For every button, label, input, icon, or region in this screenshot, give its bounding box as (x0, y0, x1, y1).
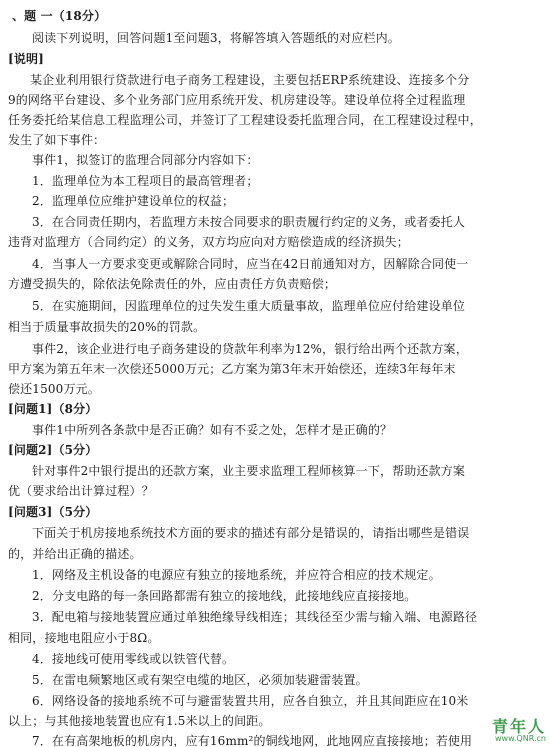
list-item: 4．当事人一方要求变更或解除合同时，应当在42日前通知对方，因解除合同使一 (32, 257, 469, 271)
event-paragraph-continued: 甲方案为第五年末一次偿还5000万元；乙方案为第3年末开始偿还，连续3年每年末 (8, 362, 456, 376)
list-item: 6．网络设备的接地系统不可与避雷装置共用，应各自独立，并且其间距应在10米 (32, 694, 469, 708)
list-item-continued: 相当于质量事故损失的20%的罚款。 (8, 320, 206, 334)
question-3-text: 下面关于机房接地系统技术方面的要求的描述有部分是错误的，请指出哪些是错误 (32, 526, 470, 540)
question-2-label: [问题2]（5分） (8, 443, 98, 457)
question-1-label: [问题1]（8分） (8, 402, 98, 416)
list-item: 2．监理单位应维护建设单位的权益； (32, 194, 235, 208)
list-item: 7．在有高架地板的机房内，应有16mm²的铜线地网，此地网应直接接地；若使用 (32, 734, 473, 747)
paragraph-line: 任务委托给某信息工程监理公司，并签订了工程建设委托监理合同，在工程建设过程中， (8, 113, 482, 127)
question-3-text-continued: 的，并给出正确的描述。 (8, 547, 142, 561)
list-item-continued: 违背对监理方（合同约定）的义务，双方均应向对方赔偿造成的经济损失； (8, 235, 409, 249)
list-item-continued: 方遭受损失的，除依法免除责任的外，应由责任方负责赔偿； (8, 277, 337, 291)
event-paragraph-continued: 偿还1500万元。 (8, 382, 100, 396)
instruction-line: 阅读下列说明，回答问题1至问题3，将解答填入答题纸的对应栏内。 (32, 31, 400, 45)
section-label-explanation: [说明] (8, 52, 44, 66)
list-item-continued: 以上；与其他接地装置也应有1.5米以上的间距。 (8, 714, 271, 728)
paragraph-line: 某企业利用银行贷款进行电子商务工程建设，主要包括ERP系统建设、连接多个分 (30, 73, 470, 87)
event-heading: 事件1，拟签订的监理合同部分内容如下： (32, 153, 259, 167)
list-item: 3．在合同责任期内，若监理方未按合同要求的职责履行约定的义务，或者委托人 (32, 215, 466, 229)
question-2-text-continued: 优（要求给出计算过程）？ (8, 484, 154, 498)
question-heading: 、题 一（18分） (12, 9, 107, 23)
event-paragraph: 事件2，该企业进行电子商务建设的贷款年利率为12%，银行给出两个还款方案， (32, 342, 468, 356)
watermark-main-text: 青年人 (491, 717, 546, 736)
question-2-text: 针对事件2中银行提出的还款方案，业主要求监理工程师核算一下，帮助还款方案 (32, 464, 466, 478)
list-item-continued: 相同，接地电阻应小于8Ω。 (8, 631, 160, 645)
paragraph-line: 发生了如下事件： (8, 133, 106, 147)
list-item: 4．接地线可使用零线或以铁管代替。 (32, 652, 235, 666)
list-item: 2．分支电路的每一条回路都需有独立的接地线，此接地线应直接接地。 (32, 589, 417, 603)
watermark-logo (474, 718, 546, 744)
question-1-text: 事件1中所列各条款中是否正确？如有不妥之处，怎样才是正确的？ (32, 423, 393, 437)
list-item: 5．在雷电频繁地区或有架空电缆的地区，必须加装避雷装置。 (32, 673, 368, 687)
list-item: 5．在实施期间，因监理单位的过失发生重大质量事故，监理单位应付给建设单位 (32, 299, 466, 313)
list-item: 1．监理单位为本工程项目的最高管理者； (32, 174, 259, 188)
list-item: 1．网络及主机设备的电源应有独立的接地系统，并应符合相应的技术规定。 (32, 568, 441, 582)
list-item: 3．配电箱与接地装置应通过单独绝缘导线相连；其线径至少需与输入端、电源路径 (32, 610, 478, 624)
watermark-url-text: www.QNR.cn (494, 734, 546, 743)
question-3-label: [问题3]（5分） (8, 505, 98, 519)
paragraph-line: 9的网络平台建设、多个业务部门应用系统开发、机房建设等。建设单位将全过程监理 (8, 93, 466, 107)
